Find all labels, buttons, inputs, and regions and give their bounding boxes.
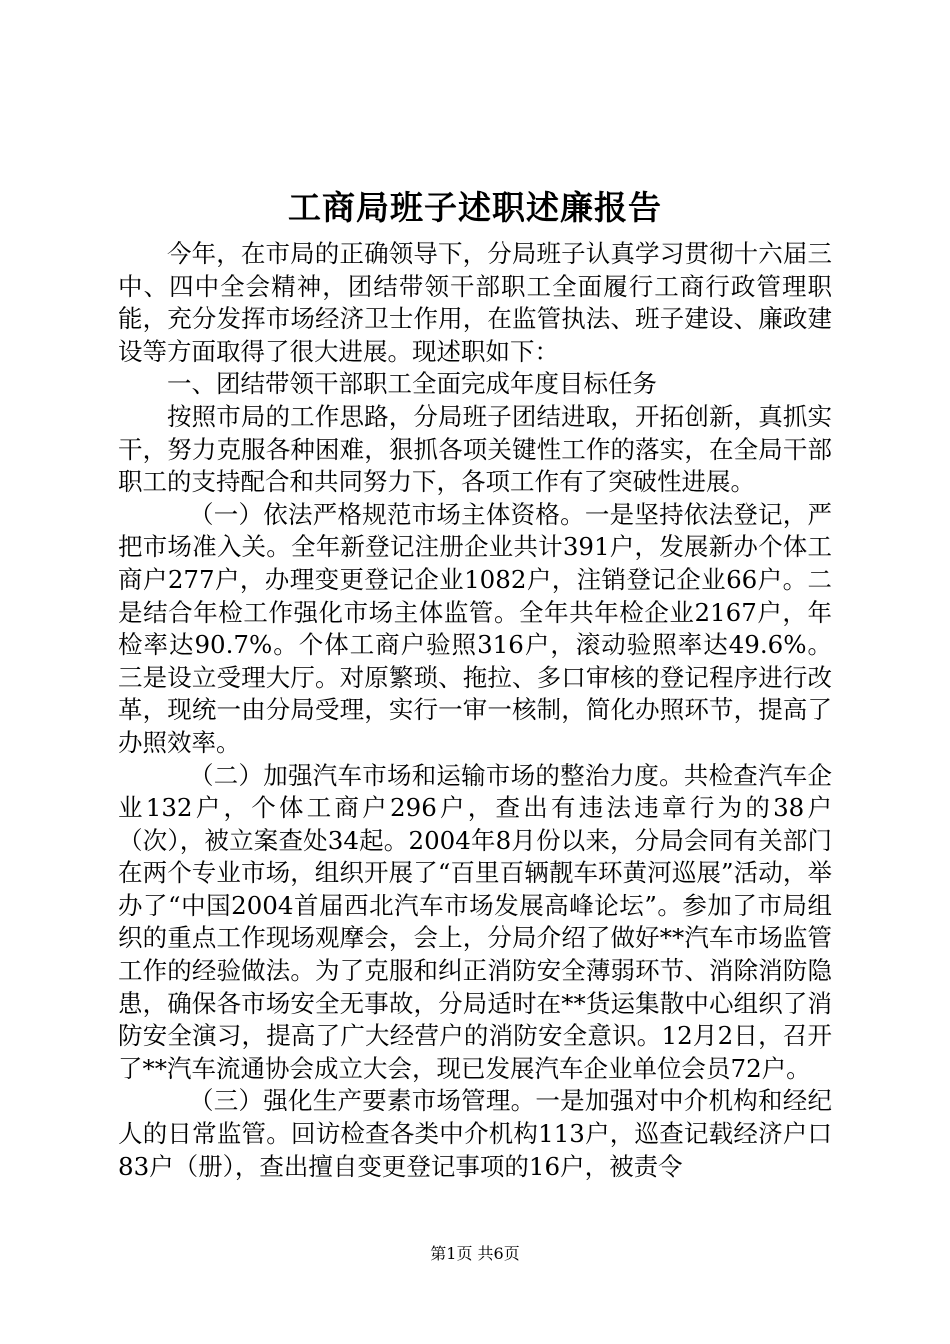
document-title: 工商局班子述职述廉报告 bbox=[288, 188, 662, 227]
subsection-2-paragraph: （二）加强汽车市场和运输市场的整治力度。共检查汽车企业132户，个体工商户296户，查出有违法违章行为的38户（次），被立案查处34起。2004年8月份以来，分局会同有关部门在两个专业市场，组织开展了“百里百辆靓车环黄河巡展”活动，举办了“中国2004首届西北汽车市场发展高峰论坛”。参加了市局组织的重点工作现场观摩会，会上，分局介绍了做好**汽车市场监管工作的经验做法。为了克服和纠正消防安全薄弱环节、消除消防隐患，确保各市场安全无事故，分局适时在**货运集散中心组织了消防安全演习，提高了广大经营户的消防安全意识。12月2日，召开了**汽车流通协会成立大会，现已发展汽车企业单位会员72户。 bbox=[118, 760, 832, 1083]
section-1-paragraph: 按照市局的工作思路，分局班子团结进取，开拓创新，真抓实干，努力克服各种困难，狠抓各项关键性工作的落实，在全局干部职工的支持配合和共同努力下，各项工作有了突破性进展。 bbox=[118, 401, 832, 497]
page-indicator: 第1页 共6页 bbox=[430, 1244, 520, 1263]
intro-paragraph: 今年，在市局的正确领导下，分局班子认真学习贯彻十六届三中、四中全会精神，团结带领干部职工全面履行工商行政管理职能，充分发挥市场经济卫士作用，在监管执法、班子建设、廉政建设等方面取得了很大进展。现述职如下： bbox=[118, 239, 832, 366]
document-page bbox=[118, 182, 832, 1183]
section-heading-1: 一、团结带领干部职工全面完成年度目标任务 bbox=[167, 369, 657, 399]
subsection-1-paragraph: （一）依法严格规范市场主体资格。一是坚持依法登记，严把市场准入关。全年新登记注册企业共计391户，发展新办个体工商户277户，办理变更登记企业1082户，注销登记企业66户。二是结合年检工作强化市场主体监管。全年共年检企业2167户，年检率达90.7%。个体工商户验照316户，滚动验照率达49.6%。三是设立受理大厅。对原繁琐、拖拉、多口审核的登记程序进行改革，现统一由分局受理，实行一审一核制，简化办照环节，提高了办照效率。 bbox=[118, 499, 832, 757]
subsection-3-paragraph: （三）强化生产要素市场管理。一是加强对中介机构和经纪人的日常监管。回访检查各类中介机构113户，巡查记载经济户口83户（册），查出擅自变更登记事项的16户，被责令 bbox=[118, 1086, 832, 1181]
